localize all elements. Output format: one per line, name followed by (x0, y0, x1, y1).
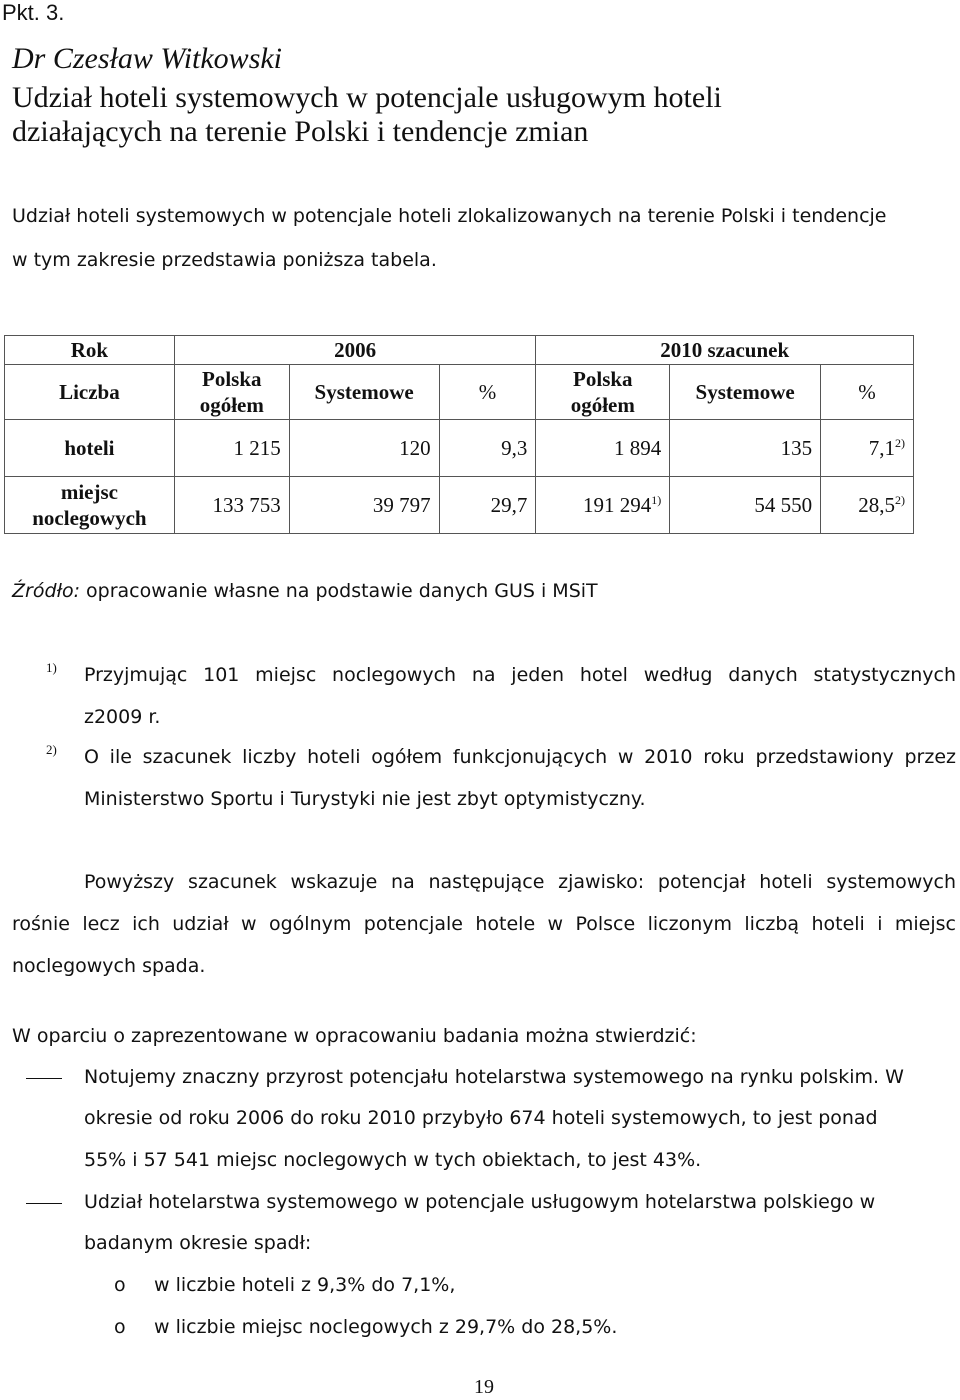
col-polska-2006 (174, 365, 289, 420)
footnote-mark: 2) (46, 742, 57, 757)
col-systemowe-2010: Systemowe (670, 365, 821, 420)
document-title-line-1: Udział hoteli systemowych w potencjale usługowym hoteli (12, 81, 722, 114)
year-2006-header: 2006 (174, 336, 536, 365)
intro-line-2: w tym zakresie przedstawia poniższa tabela. (12, 249, 437, 271)
document-title-line-2: działających na terenie Polski i tendencje zmian (12, 115, 589, 148)
cell-systemowe-2010: 54 550 (670, 477, 821, 534)
cell-value: 1 894 (613, 435, 662, 460)
cell-systemowe-2006: 120 (289, 420, 439, 477)
row-label (5, 477, 175, 534)
table-header-year-row (5, 336, 914, 365)
source-label: Źródło: (12, 580, 80, 602)
cell-percent-2006: 9,3 (439, 420, 536, 477)
circle-bullet: o (114, 1316, 126, 1338)
bullet-2-line-2: badanym okresie spadł: (84, 1232, 312, 1254)
bullet-1-line-3: 55% i 57 541 miejsc noclegowych w tych obiektach, to jest 43%. (84, 1149, 702, 1171)
col-percent-2010: % (821, 365, 914, 420)
footnote-ref: 2) (895, 435, 905, 450)
footnote-2-line-2: Ministerstwo Sportu i Turystyki nie jest zbyt optymistyczny. (84, 788, 646, 810)
paragraph-1-line-2: rośnie lecz ich udział w ogólnym potencjale hotele w Polsce liczonym liczbą hoteli i miejsc (12, 913, 956, 935)
cell-value: 7,1 (868, 435, 895, 460)
col-polska-line1: Polska (202, 367, 262, 391)
cell-value: 191 294 (582, 493, 652, 517)
footnote-2-line-1: O ile szacunek liczby hoteli ogółem funkcjonujących w 2010 roku przedstawiony przez (84, 746, 956, 768)
bullet-1-line-2: okresie od roku 2006 do roku 2010 przybyło 674 hoteli systemowych, to jest ponad (84, 1107, 878, 1129)
circle-bullet: o (114, 1274, 126, 1296)
section-number: Pkt. 3. (2, 0, 65, 25)
cell-systemowe-2010: 135 (670, 420, 821, 477)
col-polska-2010 (536, 365, 670, 420)
row-label-line2: noclegowych (32, 506, 147, 530)
paragraph-1-line-3: noclegowych spada. (12, 955, 206, 977)
cell-value: 28,5 (858, 493, 895, 517)
col-percent-2006: % (439, 365, 536, 420)
bullet-2-line-1: Udział hotelarstwa systemowego w potencjale usługowym hotelarstwa polskiego w (84, 1191, 876, 1213)
table-header-columns-row (5, 365, 914, 420)
col-polska-line1: Polska (573, 367, 633, 391)
cell-percent-2006: 29,7 (439, 477, 536, 534)
source-text: opracowanie własne na podstawie danych GUS i MSiT (80, 580, 598, 602)
liczba-label: Liczba (5, 365, 175, 420)
table-source (12, 580, 598, 602)
col-polska-line2: ogółem (570, 393, 635, 417)
row-label-line1: miejsc (60, 480, 118, 504)
cell-polska-2010 (536, 477, 670, 534)
footnote-ref: 2) (895, 493, 905, 507)
col-polska-line2: ogółem (199, 393, 264, 417)
rok-label: Rok (5, 336, 175, 365)
author-name: Dr Czesław Witkowski (12, 42, 283, 75)
cell-polska-2006: 133 753 (174, 477, 289, 534)
table-row-hoteli (5, 420, 914, 477)
paragraph-2: W oparciu o zaprezentowane w opracowaniu badania można stwierdzić: (12, 1025, 697, 1047)
cell-systemowe-2006: 39 797 (289, 477, 439, 534)
row-label: hoteli (5, 420, 175, 477)
paragraph-1-line-1: Powyższy szacunek wskazuje na następujące zjawisko: potencjał hoteli systemowych (84, 871, 956, 893)
dash-bullet (26, 1078, 62, 1079)
col-systemowe-2006: Systemowe (289, 365, 439, 420)
hotel-share-table (4, 335, 914, 534)
cell-polska-2010 (536, 420, 670, 477)
cell-polska-2006: 1 215 (174, 420, 289, 477)
table-row-miejsc (5, 477, 914, 534)
page-number: 19 (474, 1376, 494, 1398)
cell-percent-2010 (821, 420, 914, 477)
sub-bullet-1: w liczbie hoteli z 9,3% do 7,1%, (154, 1274, 456, 1296)
footnote-mark: 1) (46, 660, 57, 675)
bullet-1-line-1: Notujemy znaczny przyrost potencjału hotelarstwa systemowego na rynku polskim. W (84, 1066, 904, 1088)
cell-percent-2010 (821, 477, 914, 534)
year-2010-header: 2010 szacunek (536, 336, 914, 365)
footnote-1-line-1: Przyjmując 101 miejsc noclegowych na jeden hotel według danych statystycznych (84, 664, 956, 686)
dash-bullet (26, 1203, 62, 1204)
footnote-1-line-2: z2009 r. (84, 706, 161, 728)
sub-bullet-2: w liczbie miejsc noclegowych z 29,7% do 28,5%. (154, 1316, 618, 1338)
footnote-ref: 1) (651, 493, 662, 507)
intro-line-1: Udział hoteli systemowych w potencjale hoteli zlokalizowanych na terenie Polski i tendencje (12, 205, 887, 227)
